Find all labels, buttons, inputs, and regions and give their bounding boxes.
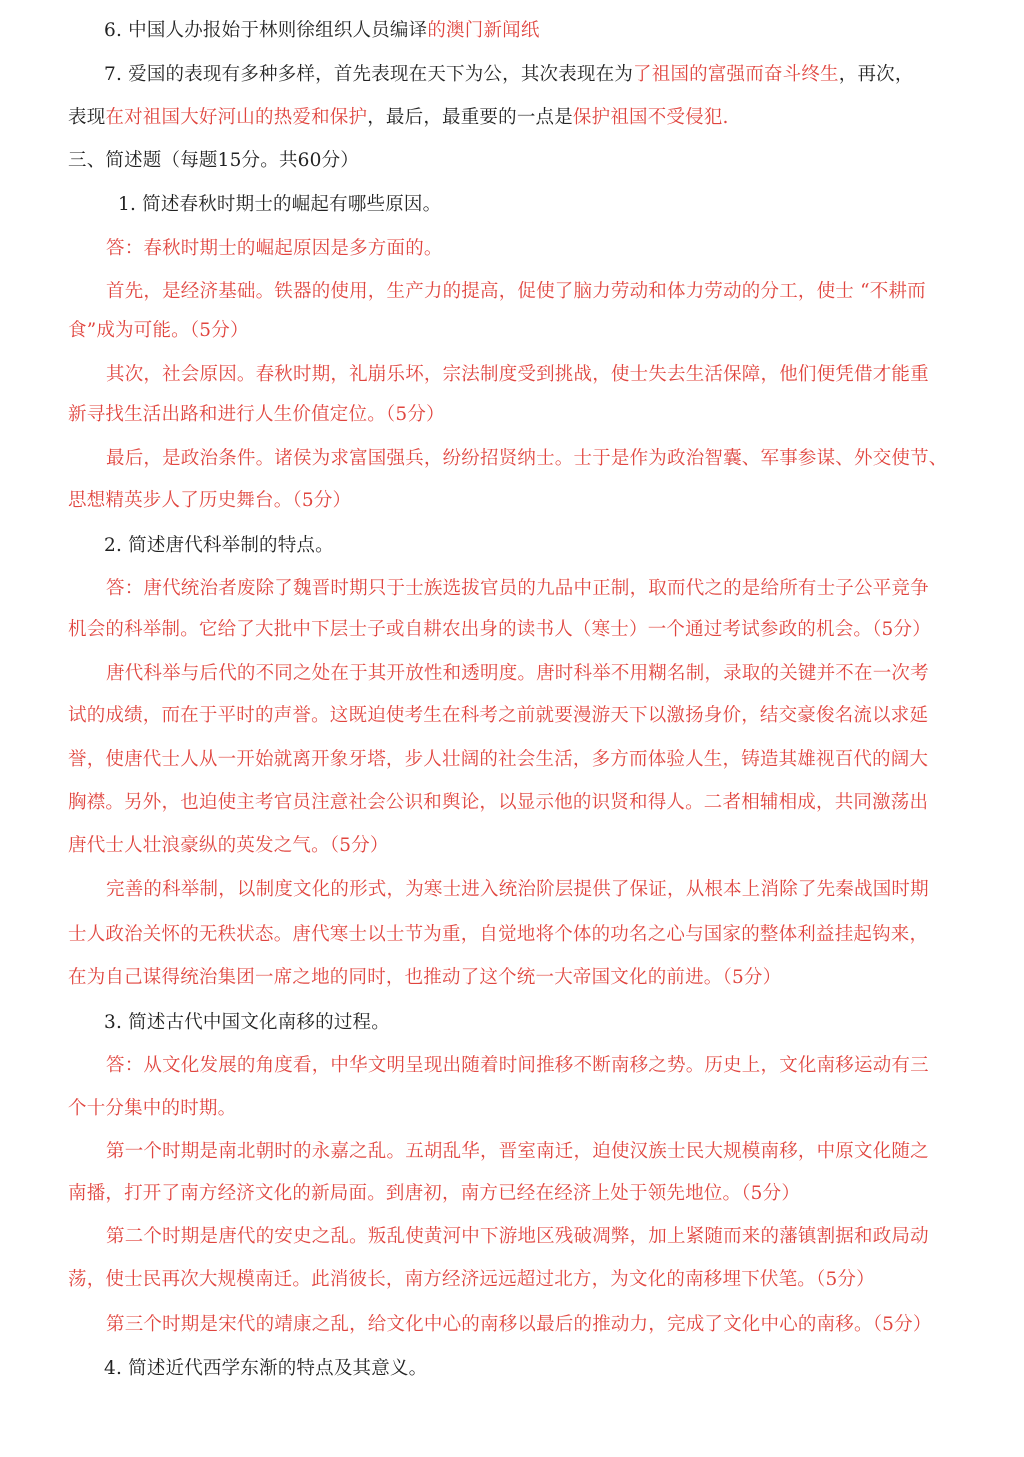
q2-answer-line: 机会的科举制。它给了大批中下层士子或自耕农出身的读书人（寒士）一个通过考试参政的机会。（5分） xyxy=(68,619,931,640)
q1-answer-line: 思想精英步人了历史舞台。（5分） xyxy=(68,490,352,511)
item6-answer: 的澳门新闻纸 xyxy=(427,20,540,41)
q1-answer-line: 食”成为可能。（5分） xyxy=(68,320,249,341)
q2-answer-line: 誉，使唐代士人从一开始就离开象牙塔，步人壮阔的社会生活，多方而体验人生，铸造其雄视百代的阔大 xyxy=(68,749,929,770)
q2-answer-line: 唐代士人壮浪豪纵的英发之气。（5分） xyxy=(68,835,389,856)
item7-answer-1: 了祖国的富强而奋斗终生 xyxy=(633,64,839,85)
q2-answer-line: 士人政治关怀的无秩状态。唐代寒士以士节为重，自觉地将个体的功名之心与国家的整体利益挂起钩来， xyxy=(68,924,929,945)
q3-answer-line: 答：从文化发展的角度看，中华文明呈现出随着时间推移不断南移之势。历史上，文化南移运动有三 xyxy=(106,1055,929,1076)
q3-answer-line: 第二个时期是唐代的安史之乱。叛乱使黄河中下游地区残破凋弊，加上紧随而来的藩镇割据和政局动 xyxy=(106,1226,929,1247)
q3-answer-line: 南播，打开了南方经济文化的新局面。到唐初，南方已经在经济上处于领先地位。（5分） xyxy=(68,1183,801,1204)
q1-answer-line: 首先，是经济基础。铁器的使用，生产力的提高，促使了脑力劳动和体力劳动的分工，使士 “不耕而 xyxy=(106,281,926,302)
q2-answer-line: 唐代科举与后代的不同之处在于其开放性和透明度。唐时科举不用糊名制，录取的关键并不在一次考 xyxy=(106,663,929,684)
item7-text-3: 表现 xyxy=(68,107,106,128)
fill-item-7-line2 xyxy=(68,105,729,131)
q2-answer-line: 答：唐代统治者废除了魏晋时期只于士族选拔官员的九品中正制，取而代之的是给所有士子公平竞争 xyxy=(106,578,929,599)
q2-question: 2. 简述唐代科举制的特点。 xyxy=(104,535,334,556)
q4-question: 4. 简述近代西学东渐的特点及其意义。 xyxy=(104,1358,428,1379)
q2-answer-line: 在为自己谋得统治集团一席之地的同时，也推动了这个统一大帝国文化的前进。（5分） xyxy=(68,967,782,988)
fill-item-6 xyxy=(104,18,540,44)
item6-text: 6. 中国人办报始于林则徐组织人员编译 xyxy=(104,20,428,41)
q1-answer-line: 其次，社会原因。春秋时期，礼崩乐坏，宗法制度受到挑战，使士失去生活保障，他们便凭借才能重 xyxy=(106,364,929,385)
q1-answer-line: 答：春秋时期士的崛起原因是多方面的。 xyxy=(106,238,443,259)
item7-text-4: ，最后，最重要的一点是 xyxy=(367,107,573,128)
item7-answer-2: 在对祖国大好河山的热爱和保护 xyxy=(105,107,368,128)
item7-text-1: 7. 爱国的表现有多种多样，首先表现在天下为公，其次表现在为 xyxy=(104,64,634,85)
section-title: 三、简述题（每题15分。共60分） xyxy=(68,150,359,171)
q3-answer-line: 第三个时期是宋代的靖康之乱，给文化中心的南移以最后的推动力，完成了文化中心的南移。（5分） xyxy=(106,1314,932,1335)
item7-answer-3: 保护祖国不受侵犯. xyxy=(572,107,729,128)
q2-answer-line: 试的成绩，而在于平时的声誉。这既迫使考生在科考之前就要漫游天下以激扬身价，结交豪俊名流以求延 xyxy=(68,705,929,726)
item7-text-2: ，再次， xyxy=(838,64,914,85)
q2-answer-line: 完善的科举制，以制度文化的形式，为寒士进入统治阶层提供了保证，从根本上消除了先秦战国时期 xyxy=(106,879,929,900)
fill-item-7-line1 xyxy=(104,62,914,88)
q3-question: 3. 简述古代中国文化南移的过程。 xyxy=(104,1012,390,1033)
q1-answer-line: 最后，是政治条件。诸侯为求富国强兵，纷纷招贤纳士。士于是作为政治智囊、军事参谋、外交使节、 xyxy=(106,448,948,469)
q3-answer-line: 个十分集中的时期。 xyxy=(68,1098,237,1119)
q3-answer-line: 第一个时期是南北朝时的永嘉之乱。五胡乱华，晋室南迁，迫使汉族士民大规模南移，中原文化随之 xyxy=(106,1141,929,1162)
q1-answer-line: 新寻找生活出路和进行人生价值定位。（5分） xyxy=(68,404,445,425)
q1-question: 1. 简述春秋时期士的崛起有哪些原因。 xyxy=(118,194,442,215)
q3-answer-line: 荡，使士民再次大规模南迁。此消彼长，南方经济远远超过北方，为文化的南移埋下伏笔。（5分） xyxy=(68,1269,875,1290)
q2-answer-line: 胸襟。另外，也迫使主考官员注意社会公识和舆论，以显示他的识贤和得人。二者相辅相成，共同激荡出 xyxy=(68,792,929,813)
